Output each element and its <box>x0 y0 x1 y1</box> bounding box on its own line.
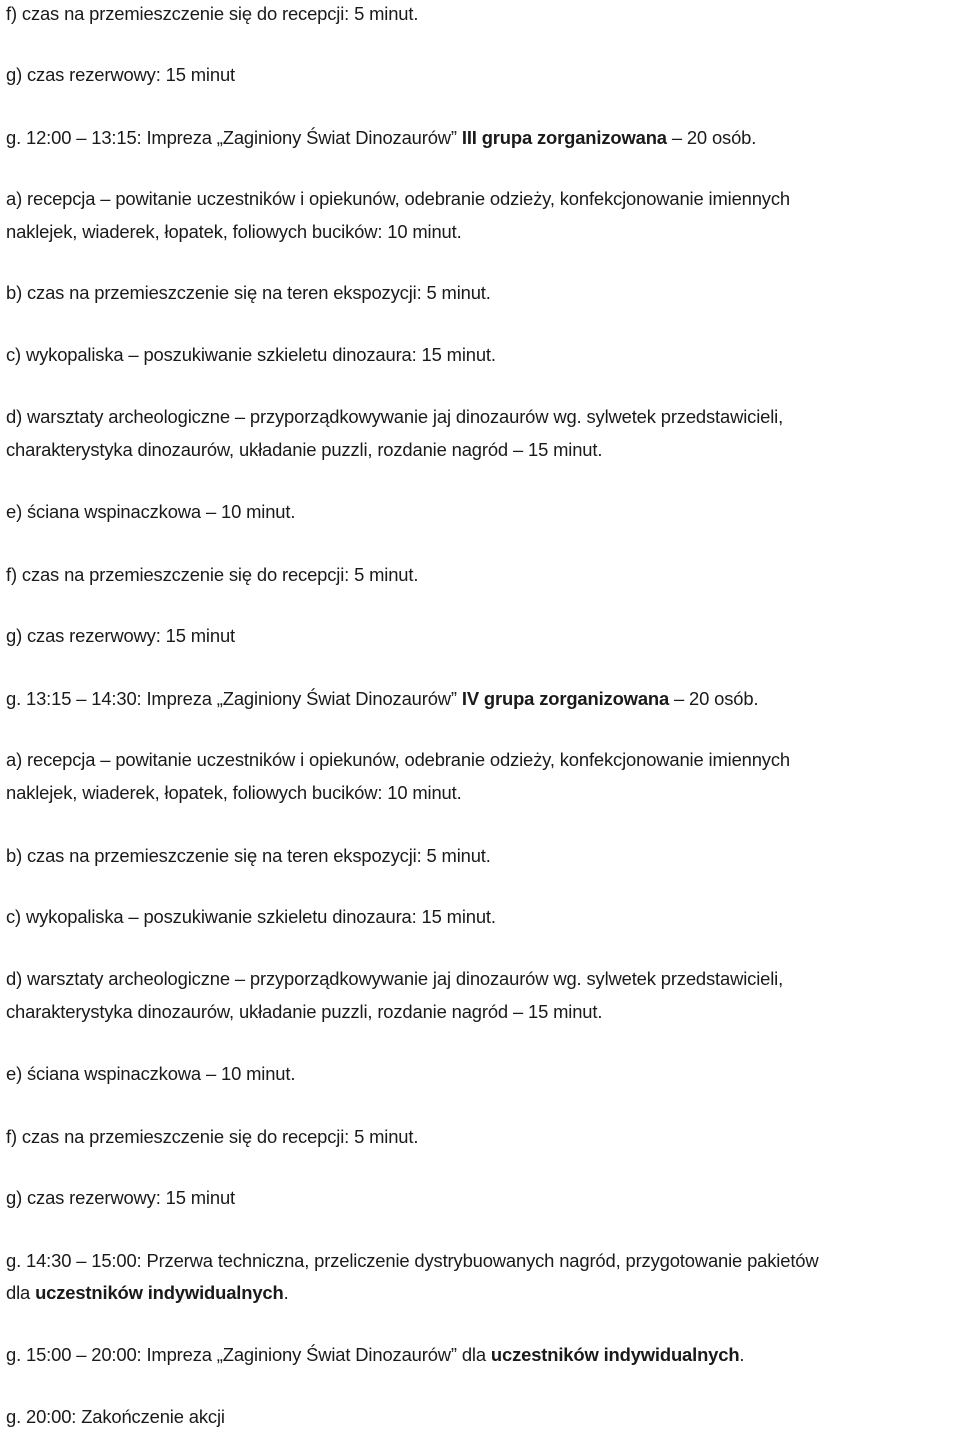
text-line <box>6 282 491 304</box>
text-line <box>6 501 295 523</box>
text-line <box>6 188 790 210</box>
bold-text-segment: uczestników indywidualnych <box>35 1282 284 1303</box>
text-segment: g. 12:00 – 13:15: Impreza „Zaginiony Świat Dinozaurów” <box>6 127 462 148</box>
text-segment: c) wykopaliska – poszukiwanie szkieletu dinozaura: 15 minut. <box>6 906 496 927</box>
text-line <box>6 1187 235 1209</box>
text-segment: f) czas na przemieszczenie się do recepcji: 5 minut. <box>6 1126 419 1147</box>
text-line <box>6 1344 744 1366</box>
text-line <box>6 564 418 586</box>
text-segment: g. 20:00: Zakończenie akcji <box>6 1406 225 1427</box>
text-segment: g) czas rezerwowy: 15 minut <box>6 64 235 85</box>
text-segment: . <box>739 1344 745 1365</box>
text-segment: c) wykopaliska – poszukiwanie szkieletu dinozaura: 15 minut. <box>6 344 496 365</box>
text-line <box>6 1126 418 1148</box>
text-segment: charakterystyka dinozaurów, układanie puzzli, rozdanie nagród – 15 minut. <box>6 1001 603 1022</box>
text-segment: g. 13:15 – 14:30: Impreza „Zaginiony Świat Dinozaurów” <box>6 688 462 709</box>
text-segment: e) ściana wspinaczkowa – 10 minut. <box>6 1063 296 1084</box>
text-line <box>6 1063 295 1085</box>
text-segment: naklejek, wiaderek, łopatek, foliowych bucików: 10 minut. <box>6 782 462 803</box>
text-line <box>6 1250 818 1272</box>
text-line <box>6 64 235 86</box>
bold-text-segment: IV grupa zorganizowana <box>461 688 670 709</box>
text-segment: g. 15:00 – 20:00: Impreza „Zaginiony Świat Dinozaurów” dla <box>6 1344 491 1365</box>
text-line <box>6 1406 225 1428</box>
text-line <box>6 221 462 243</box>
text-segment: g) czas rezerwowy: 15 minut <box>6 1187 235 1208</box>
text-line <box>6 344 496 366</box>
text-segment: e) ściana wspinaczkowa – 10 minut. <box>6 501 296 522</box>
bold-text-segment: III grupa zorganizowana <box>461 127 667 148</box>
text-line <box>6 1282 289 1304</box>
text-line <box>6 749 790 771</box>
text-line <box>6 625 235 647</box>
text-segment: f) czas na przemieszczenie się do recepcji: 5 minut. <box>6 564 419 585</box>
text-line <box>6 1001 602 1023</box>
text-segment: d) warsztaty archeologiczne – przyporządkowywanie jaj dinozaurów wg. sylwetek przedstawicieli, <box>6 406 784 427</box>
text-segment: g) czas rezerwowy: 15 minut <box>6 625 235 646</box>
text-line <box>6 406 783 428</box>
text-segment: naklejek, wiaderek, łopatek, foliowych bucików: 10 minut. <box>6 221 462 242</box>
text-segment: b) czas na przemieszczenie się na teren ekspozycji: 5 minut. <box>6 845 491 866</box>
text-segment: – 20 osób. <box>669 688 759 709</box>
text-segment: b) czas na przemieszczenie się na teren ekspozycji: 5 minut. <box>6 282 491 303</box>
text-segment: dla <box>6 1282 36 1303</box>
text-segment: g. 14:30 – 15:00: Przerwa techniczna, przeliczenie dystrybuowanych nagród, przygotowanie pakietów <box>6 1250 819 1271</box>
text-line <box>6 845 491 867</box>
text-line <box>6 688 758 710</box>
text-segment: – 20 osób. <box>666 127 757 148</box>
text-line <box>6 906 496 928</box>
text-line <box>6 968 783 990</box>
text-segment: charakterystyka dinozaurów, układanie puzzli, rozdanie nagród – 15 minut. <box>6 439 603 460</box>
text-segment: f) czas na przemieszczenie się do recepcji: 5 minut. <box>6 3 419 24</box>
text-segment: a) recepcja – powitanie uczestników i opiekunów, odebranie odzieży, konfekcjonowanie imiennych <box>6 188 790 209</box>
text-segment: d) warsztaty archeologiczne – przyporządkowywanie jaj dinozaurów wg. sylwetek przedstawicieli, <box>6 968 784 989</box>
text-line <box>6 439 602 461</box>
bold-text-segment: uczestników indywidualnych <box>490 1344 740 1365</box>
text-line <box>6 3 418 25</box>
text-segment: . <box>283 1282 289 1303</box>
text-line <box>6 127 756 149</box>
text-line <box>6 782 462 804</box>
text-segment: a) recepcja – powitanie uczestników i opiekunów, odebranie odzieży, konfekcjonowanie imiennych <box>6 749 790 770</box>
